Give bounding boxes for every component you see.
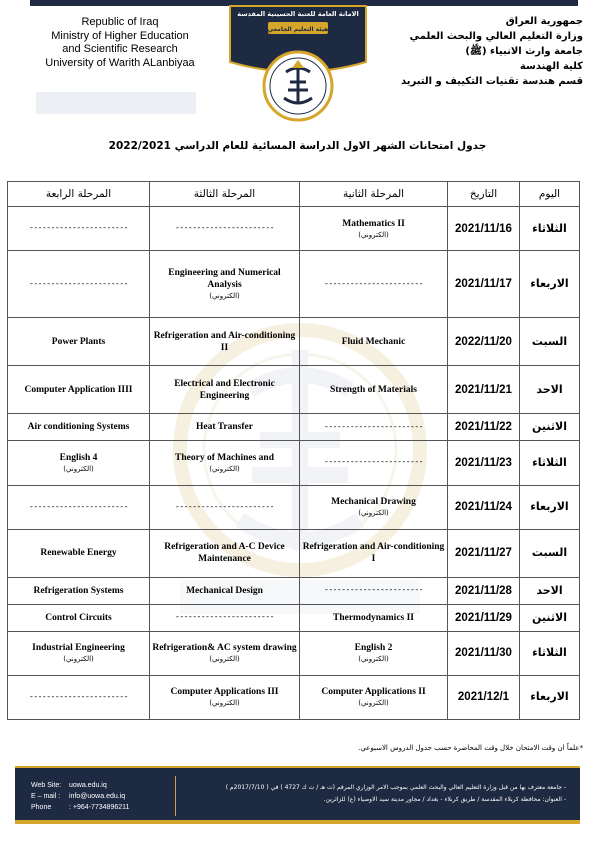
- course-name: Refrigeration and Air-conditioning II: [153, 330, 296, 353]
- course-name: Engineering and Numerical Analysis: [168, 268, 281, 291]
- cell-stage-3: [150, 529, 300, 577]
- cell-stage-3: [150, 206, 300, 250]
- emblem-line-1: الامانة العامة للعتبة الحسينية المقدسة: [237, 10, 359, 18]
- course-name: Strength of Materials: [330, 384, 417, 395]
- cell-stage-4: [8, 414, 150, 441]
- footer-gold-strip: [15, 820, 580, 824]
- university-emblem: [222, 2, 374, 124]
- cell-stage-2: [300, 318, 448, 366]
- footer-phone: : +964-7734896211: [69, 804, 130, 811]
- exam-time-note: *علماً ان وقت الامتحان خلال وقت المحاضرة حسب جدول الدروس الاسبوعي.: [358, 744, 583, 752]
- online-note: (الكتروني): [63, 655, 94, 664]
- cell-stage-3: [150, 366, 300, 414]
- cell-date: 2022/11/20: [448, 318, 520, 366]
- cell-day: الاحد: [520, 366, 580, 414]
- cell-stage-3: [150, 318, 300, 366]
- cell-stage-4: [8, 251, 150, 318]
- cell-stage-2: [300, 206, 448, 250]
- course-name: -----------------------: [175, 613, 274, 623]
- online-note: (الكتروني): [209, 699, 240, 708]
- cell-stage-4: [8, 441, 150, 485]
- header-en-line-1: Republic of Iraq: [81, 16, 159, 28]
- cell-day: الاثنين: [520, 414, 580, 441]
- course-name: Fluid Mechanic: [341, 336, 406, 347]
- cell-stage-4: [8, 577, 150, 604]
- course-name: Electrical and Electronic Engineering: [174, 378, 275, 401]
- cell-day: الاثنين: [520, 604, 580, 631]
- footer-ar-line-1: - جامعة معترف بها من قبل وزارة التعليم العالي والبحث العلمي بموجب الامر الوزاري المرقم (ت هـ / ت ك 4727 ) في ( 2017/7/10م ): [225, 784, 566, 791]
- cell-stage-2: [300, 631, 448, 675]
- course-name: -----------------------: [29, 279, 128, 289]
- course-name: Refrigeration and A-C Device Maintenance: [164, 542, 285, 565]
- cell-day: الثلاثاء: [520, 631, 580, 675]
- course-name: -----------------------: [175, 502, 274, 512]
- online-note: (الكتروني): [358, 655, 389, 664]
- cell-stage-2: [300, 529, 448, 577]
- cell-stage-2: [300, 675, 448, 719]
- table-row: [8, 604, 580, 631]
- course-name: -----------------------: [29, 502, 128, 512]
- table-row: [8, 318, 580, 366]
- footer-contact: [31, 780, 129, 813]
- course-name: Computer Applications III: [170, 687, 279, 698]
- online-note: (الكتروني): [209, 655, 240, 664]
- course-name: -----------------------: [324, 279, 423, 289]
- cell-stage-2: [300, 441, 448, 485]
- cell-day: الثلاثاء: [520, 441, 580, 485]
- course-name: Power Plants: [51, 336, 106, 347]
- footer-bar: [15, 766, 580, 824]
- header-arabic-block: [383, 14, 583, 89]
- online-note: (الكتروني): [358, 230, 389, 239]
- course-name: -----------------------: [324, 458, 423, 468]
- cell-stage-4: [8, 485, 150, 529]
- cell-stage-4: [8, 366, 150, 414]
- footer-website-label: Web Site:: [31, 782, 62, 789]
- cell-date: 2021/11/29: [448, 604, 520, 631]
- cell-day: الاحد: [520, 577, 580, 604]
- online-note: (الكتروني): [63, 464, 94, 473]
- cell-date: 2021/11/17: [448, 251, 520, 318]
- course-name: -----------------------: [29, 224, 128, 234]
- cell-day: الاربعاء: [520, 251, 580, 318]
- header-stage-4: المرحلة الرابعة: [8, 182, 150, 207]
- cell-stage-2: [300, 414, 448, 441]
- cell-date: 2021/12/1: [448, 675, 520, 719]
- header-ar-line-2: وزارة التعليم العالي والبحث العلمي: [409, 31, 583, 42]
- table-row: [8, 414, 580, 441]
- cell-day: الاربعاء: [520, 485, 580, 529]
- cell-stage-2: [300, 604, 448, 631]
- table-row: [8, 675, 580, 719]
- table-row: [8, 485, 580, 529]
- table-row: [8, 366, 580, 414]
- header-date: التاريخ: [448, 182, 520, 207]
- course-name: Air conditioning Systems: [27, 422, 130, 433]
- online-note: (الكتروني): [209, 292, 240, 301]
- emblem-line-2: هيئة التعليم الجامعي: [267, 26, 329, 33]
- online-note: (الكتروني): [358, 509, 389, 518]
- course-name: Computer Applications II: [321, 687, 426, 698]
- header-stage-3: المرحلة الثالثة: [150, 182, 300, 207]
- table-header-row: [8, 182, 580, 207]
- course-name: Mechanical Design: [186, 585, 263, 596]
- cell-stage-3: [150, 441, 300, 485]
- cell-stage-2: [300, 366, 448, 414]
- course-name: Mathematics II: [342, 218, 405, 229]
- cell-date: 2021/11/21: [448, 366, 520, 414]
- exam-schedule-table: [7, 181, 580, 720]
- page-title: جدول امتحانات الشهر الاول الدراسة المسائية للعام الدراسي 2022/2021: [108, 140, 487, 152]
- course-name: Industrial Engineering: [32, 643, 125, 654]
- cell-stage-4: [8, 206, 150, 250]
- footer-email[interactable]: info@uowa.edu.iq: [69, 793, 126, 800]
- course-name: Thermodynamics II: [332, 612, 415, 623]
- cell-stage-3: [150, 604, 300, 631]
- cell-date: 2021/11/30: [448, 631, 520, 675]
- cell-stage-4: [8, 675, 150, 719]
- header-ar-line-1: جمهورية العراق: [505, 16, 583, 27]
- footer-ar-line-2: - العنوان: محافظة كربلاء المقدسة / طريق كربلاء - بغداد / مجاور مدينة سيد الاوصياء (ع) للزائرين.: [323, 796, 566, 803]
- course-name: Refrigeration and Air-conditioning I: [302, 542, 445, 565]
- footer-email-label: E – mail :: [31, 793, 61, 800]
- header-en-line-2: Ministry of Higher Education: [51, 29, 189, 42]
- course-name: Control Circuits: [45, 612, 112, 623]
- course-name: Mechanical Drawing: [331, 497, 416, 508]
- cell-stage-3: [150, 414, 300, 441]
- cell-stage-3: [150, 251, 300, 318]
- header-english-block: [20, 16, 220, 70]
- cell-day: السبت: [520, 318, 580, 366]
- table-row: [8, 631, 580, 675]
- cell-stage-3: [150, 577, 300, 604]
- course-name: -----------------------: [324, 586, 423, 596]
- cell-date: 2021/11/24: [448, 485, 520, 529]
- cell-date: 2021/11/23: [448, 441, 520, 485]
- cell-date: 2021/11/16: [448, 206, 520, 250]
- online-note: (الكتروني): [358, 699, 389, 708]
- course-name: Theory of Machines and: [175, 452, 274, 463]
- cell-stage-4: [8, 631, 150, 675]
- course-name: -----------------------: [175, 224, 274, 234]
- course-name: Renewable Energy: [40, 548, 117, 559]
- footer-phone-label: Phone: [31, 804, 52, 811]
- course-name: -----------------------: [29, 692, 128, 702]
- header-en-line-3: and Scientific Research: [62, 43, 178, 55]
- course-name: Heat Transfer: [196, 422, 253, 433]
- header-stage-2: المرحلة الثانية: [300, 182, 448, 207]
- course-name: Refrigeration Systems: [33, 585, 124, 596]
- cell-stage-3: [150, 485, 300, 529]
- footer-arabic-info: [161, 782, 566, 806]
- cell-stage-3: [150, 631, 300, 675]
- header-ar-line-4: كلية الهندسة: [519, 61, 583, 72]
- cell-stage-4: [8, 529, 150, 577]
- course-name: Refrigeration& AC system drawing: [152, 643, 297, 654]
- course-name: English 2: [354, 643, 393, 654]
- header-en-line-4: University of Warith ALanbiyaa: [45, 56, 195, 69]
- cell-stage-2: [300, 251, 448, 318]
- table-row: [8, 529, 580, 577]
- table-row: [8, 251, 580, 318]
- course-name: English 4: [59, 452, 98, 463]
- table-row: [8, 206, 580, 250]
- header-ar-line-3: جامعة وارث الانبياء (ﷺ): [465, 46, 583, 57]
- cell-stage-3: [150, 675, 300, 719]
- cell-stage-2: [300, 485, 448, 529]
- footer-website[interactable]: uowa.edu.iq: [69, 782, 107, 789]
- cell-day: الاربعاء: [520, 675, 580, 719]
- header-ar-line-5: قسم هندسة تقنيات التكييف و التبريد: [400, 76, 583, 87]
- cell-stage-4: [8, 604, 150, 631]
- cell-day: السبت: [520, 529, 580, 577]
- online-note: (الكتروني): [209, 464, 240, 473]
- cell-day: الثلاثاء: [520, 206, 580, 250]
- course-name: Computer Application IIII: [24, 384, 133, 395]
- cell-stage-4: [8, 318, 150, 366]
- table-row: [8, 577, 580, 604]
- header-day: اليوم: [520, 182, 580, 207]
- course-name: -----------------------: [324, 422, 423, 432]
- table-row: [8, 441, 580, 485]
- cell-date: 2021/11/22: [448, 414, 520, 441]
- cell-date: 2021/11/27: [448, 529, 520, 577]
- cell-stage-2: [300, 577, 448, 604]
- redacted-area: [36, 92, 196, 114]
- cell-date: 2021/11/28: [448, 577, 520, 604]
